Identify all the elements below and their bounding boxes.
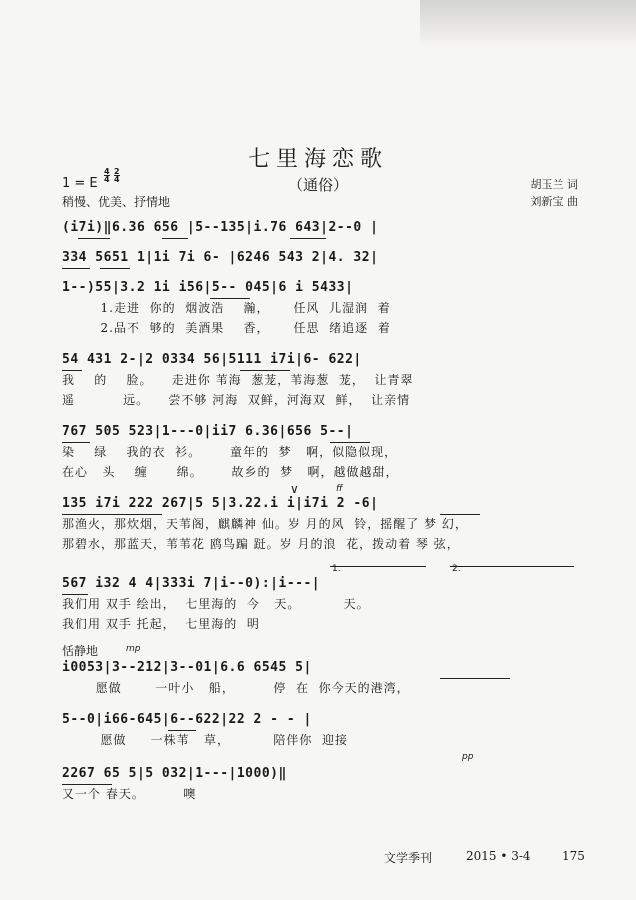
score-system-6 (62, 494, 574, 554)
notation-line: 2267 65 5|5 032|1---|1000)‖ (62, 766, 287, 781)
lyric-verse-2: 遥 远。 尝不够 河海 双鲜，河海双 鲜， 让亲情 (62, 393, 411, 407)
volta-2-label: 2. (452, 564, 461, 574)
song-title: 七里海恋歌 (247, 147, 388, 172)
beam-line (78, 238, 110, 239)
lyric-verse-1: 我 的 脸。 走进你 苇海 葱茏，苇海葱 茏， 让青翠 (62, 373, 414, 387)
beam-line (440, 514, 480, 515)
lyricist-credit: 胡玉兰 词 (530, 178, 578, 191)
notation-line: 5--0|i66-645|6--622|22 2 - - | (62, 712, 312, 727)
score-system-9 (62, 710, 574, 750)
beam-line (330, 442, 370, 443)
volta-bracket-2 (450, 566, 574, 567)
tempo-marking: 稍慢、优美、抒情地 (62, 195, 171, 209)
beam-line (100, 268, 130, 269)
time-signature-1: 4 4 (104, 167, 110, 184)
beam-line (62, 268, 90, 269)
beam-line (290, 238, 326, 239)
volta-bracket-1 (330, 566, 426, 567)
beam-line (168, 730, 196, 731)
notation-line: 567 i32 4 4|333i 7|i--0):|i---| (62, 576, 321, 591)
lyric-line: 愿做 一株苇 草， 陪伴你 迎接 (62, 733, 348, 747)
tempo-change: 恬静地 (62, 644, 99, 658)
notation-line: 54 431 2-|2 0334 56|5111 i7i|6- 622| (62, 352, 362, 367)
notation-line: 1--)55|3.2 1i i56|5-- 045|6 i 5433| (62, 280, 354, 295)
beam-line (240, 370, 290, 371)
composer-credit: 刘新宝 曲 (530, 195, 578, 208)
score-system-3 (62, 278, 574, 338)
lyric-verse-1: 染 绿 我的衣 衫。 童年的 梦 啊，似隐似现， (62, 445, 398, 459)
dynamic-pp: pp (462, 752, 474, 762)
score-system-5 (62, 422, 574, 482)
beam-line (62, 594, 88, 595)
score-system-4 (62, 350, 574, 410)
lyric-verse-1: 那渔火，那炊烟，天苇阁，麒麟神 仙。岁 月的风 铃，摇醒了 梦 幻， (62, 517, 468, 531)
song-style: （通俗） (287, 176, 348, 194)
score-system-2 (62, 248, 574, 268)
lyric-verse-2: 我们用 双手 托起， 七里海的 明 (62, 617, 260, 631)
lyric-verse-1: 我们用 双手 绘出， 七里海的 今 天。 天。 (62, 597, 370, 611)
beam-line (210, 298, 250, 299)
beam-line (62, 370, 82, 371)
score-system-10 (62, 764, 574, 804)
score-system-1 (62, 218, 574, 238)
notation-line: (i7i)‖6.36 656 |5--135|i.76 643|2--0 | (62, 220, 379, 235)
dynamic-mp: mp (126, 644, 141, 654)
beam-line (62, 442, 90, 443)
notation-line: 767 505 523|1---0|ii7 6.36|656 5--| (62, 424, 354, 439)
notation-line: 135 i7i 222 267|5 5|3.22.i i|i7i 2 -6| (62, 496, 379, 511)
notation-line: i0053|3--212|3--01|6.6 6545 5| (62, 660, 312, 675)
journal-name: 文学季刊 (384, 851, 433, 865)
lyric-verse-2: 2.品不 够的 美酒果 香， 任思 绪追逐 着 (62, 321, 391, 335)
lyric-line: 愿做 一叶小 船， 停 在 你今天的港湾， (62, 681, 410, 695)
key-signature: 1 = E (62, 176, 98, 191)
beam-line (162, 238, 188, 239)
beam-line (62, 784, 112, 785)
volta-1-label: 1. (332, 564, 341, 574)
page-number: 175 (562, 849, 585, 863)
lyric-verse-1: 1.走进 你的 烟波浩 瀚， 任风 儿湿润 着 (62, 301, 391, 315)
breath-mark: ∨ (290, 482, 299, 496)
notation-line: 334 5651 1|1i 7i 6- |6246 543 2|4. 32| (62, 250, 379, 265)
dynamic-ff: ff (336, 484, 343, 494)
issue-number: 2015 • 3-4 (466, 849, 531, 863)
lyric-verse-2: 那碧水，那蓝天，苇苇花 鸥鸟蹁 跹。岁 月的浪 花，拨动着 琴 弦， (62, 537, 460, 551)
score-system-7 (62, 574, 574, 634)
beam-line (440, 678, 510, 679)
beam-line (62, 514, 162, 515)
lyric-line: 又一个 春天。 噢 (62, 787, 197, 801)
page-scan-shading (420, 0, 636, 48)
time-signature-2: 2 4 (114, 167, 120, 184)
lyric-verse-2: 在心 头 缠 绵。 故乡的 梦 啊，越做越甜， (62, 465, 399, 479)
